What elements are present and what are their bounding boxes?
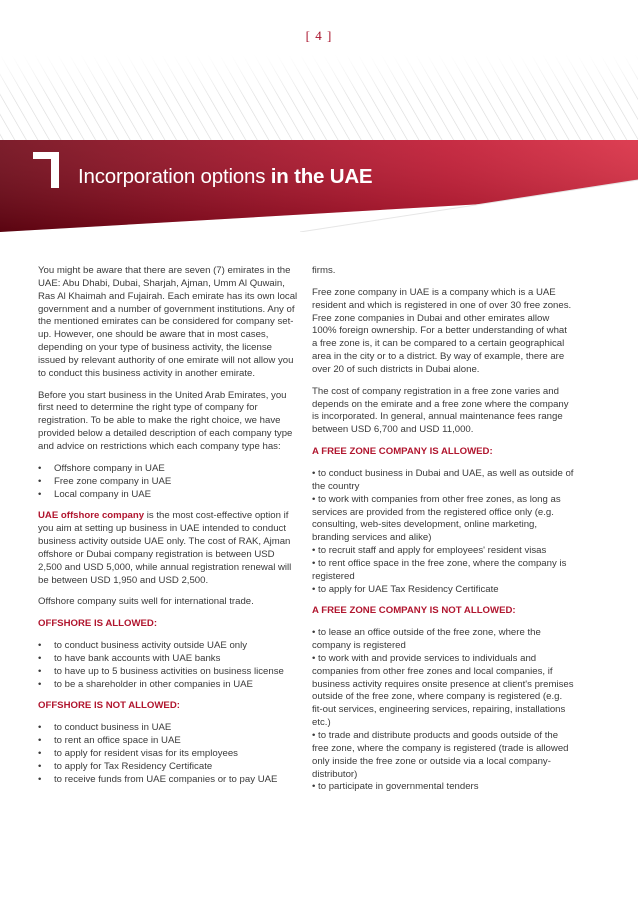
list-item: • Free zone company in UAE (38, 475, 172, 487)
offshore-suits-paragraph: Offshore company suits well for international trade. (38, 596, 254, 608)
list-item: • to rent office space in the free zone, where the company is registered (312, 557, 567, 582)
list-item: • to have bank accounts with UAE banks (38, 652, 221, 664)
list-item: • to apply for resident visas for its employees (38, 748, 238, 759)
offshore-not-allowed-list (38, 722, 298, 786)
list-item: • to conduct business in Dubai and UAE, as well as outside of the country (312, 467, 574, 492)
offshore-allowed-list (38, 640, 298, 691)
list-item: • to recruit staff and apply for employees' resident visas (312, 545, 547, 557)
offshore-highlight: UAE offshore company (38, 510, 145, 522)
free-zone-intro-paragraph: Free zone company in UAE is a company which is a UAE resident and which is registered in one of over 30 free zones. Free zone companies in Dubai and other emirates allow 100% foreign ownership. For a better understanding of what a free zone is, it can be compared to a certain geographical area in the city or to a district. By way of example, there are over 20 of such districts in Dubai alone. (312, 286, 572, 375)
free-zone-allowed-heading: A FREE ZONE COMPANY IS ALLOWED: (312, 446, 493, 458)
list-item-text: to be a shareholder in other companies in UAE (54, 678, 253, 690)
before-paragraph: Before you start business in the United Arab Emirates, you first need to determine the right type of company for registration. To be able to make the right choice, we have provided below a detailed description of each company type and advice on restrictions which each company type has: (38, 389, 293, 452)
list-item: • to apply for Tax Residency Certificate (38, 760, 213, 772)
offshore-not-allowed-heading: OFFSHORE IS NOT ALLOWED: (38, 700, 180, 712)
page-title (78, 165, 372, 189)
list-item: • to work with companies from other free zones, as long as services are provided from the registered office only (e.g. consulting, web-sites development, online marketing, branding services and alike) (312, 493, 561, 544)
list-item: • to receive funds from UAE companies or to pay UAE (38, 773, 278, 785)
list-item-text: to have bank accounts with UAE banks (54, 652, 221, 664)
list-item-text: Free zone company in UAE (54, 475, 172, 487)
list-item-text: Local company in UAE (54, 488, 152, 500)
list-item: • to conduct business in UAE (38, 722, 172, 734)
right-column (312, 265, 574, 803)
list-item-text: to apply for resident visas for its employees (54, 748, 238, 759)
free-zone-not-allowed-list (312, 627, 574, 794)
list-item-text: to conduct business activity outside UAE only (54, 640, 248, 652)
page-title-bold: in the UAE (270, 165, 373, 188)
free-zone-not-allowed-heading: A FREE ZONE COMPANY IS NOT ALLOWED: (312, 605, 516, 617)
list-item-text: to receive funds from UAE companies or to pay UAE (54, 773, 278, 785)
cost-paragraph: The cost of company registration in a free zone varies and depends on the emirate and a free zone where the company is incorporated. In general, annual maintenance fees range between USD 6,700 and USD 11,000. (312, 385, 569, 436)
company-types-list (38, 463, 298, 502)
list-item: • to work with and provide services to individuals and companies from other free zones and local companies, if business activity requires onsite presence at client's premises outside of the free zone, where company is registered (e.g. fit-out services, engineering services, repairing, installations etc.) (312, 652, 574, 729)
list-item-text: Offshore company in UAE (54, 462, 165, 474)
list-item: • to have up to 5 business activities on business license (38, 665, 284, 677)
list-item: • Local company in UAE (38, 488, 152, 500)
list-item: • to participate in governmental tenders (312, 781, 479, 793)
list-item: • to rent an office space in UAE (38, 735, 181, 747)
firms-continuation: firms. (312, 265, 336, 276)
list-item: • to apply for UAE Tax Residency Certificate (312, 583, 499, 595)
list-item-text: to conduct business in UAE (54, 722, 172, 734)
list-item-text: to apply for Tax Residency Certificate (54, 760, 213, 772)
offshore-paragraph (38, 510, 298, 587)
corner-bracket-icon (33, 152, 59, 188)
list-item-text: to have up to 5 business activities on business license (54, 665, 284, 677)
free-zone-allowed-list (312, 468, 574, 596)
list-item: • Offshore company in UAE (38, 462, 165, 474)
list-item: • to conduct business activity outside UAE only (38, 640, 248, 652)
page-number: [ 4 ] (305, 28, 333, 43)
list-item-text: to rent an office space in UAE (54, 735, 181, 747)
list-item: • to be a shareholder in other companies in UAE (38, 678, 253, 690)
list-item: • to lease an office outside of the free zone, where the company is registered (312, 627, 541, 652)
offshore-text: is the most cost-effective option if you aim at setting up business in UAE intended to conduct business activity outside UAE only. The cost of RAK, Ajman offshore or Dubai company registration is between USD 2,500 and USD 5,000, while annual registration renewal will be between USD 1,950 and USD 2,500. (38, 510, 292, 586)
list-item: • to trade and distribute products and goods outside of the free zone, where the company is registered (trade is allowed only inside the free zone or outside via a local company-distributor) (312, 730, 569, 780)
left-column (38, 265, 298, 796)
offshore-allowed-heading: OFFSHORE IS ALLOWED: (38, 618, 158, 630)
intro-paragraph: You might be aware that there are seven (7) emirates in the UAE: Abu Dhabi, Dubai, Sharjah, Ajman, Umm Al Quwain, Ras Al Khaimah and Fujairah. Each emirate has its own local government and a number of government institutions. Any of the mentioned emirates can be considered for company set-up. However, one should be aware that in most cases, depending on your type of business activity, the license issued by relevant authority of one emirate will not allow you to conduct this business activity in another emirate. (38, 265, 298, 379)
page-title-light: Incorporation options (78, 165, 271, 188)
